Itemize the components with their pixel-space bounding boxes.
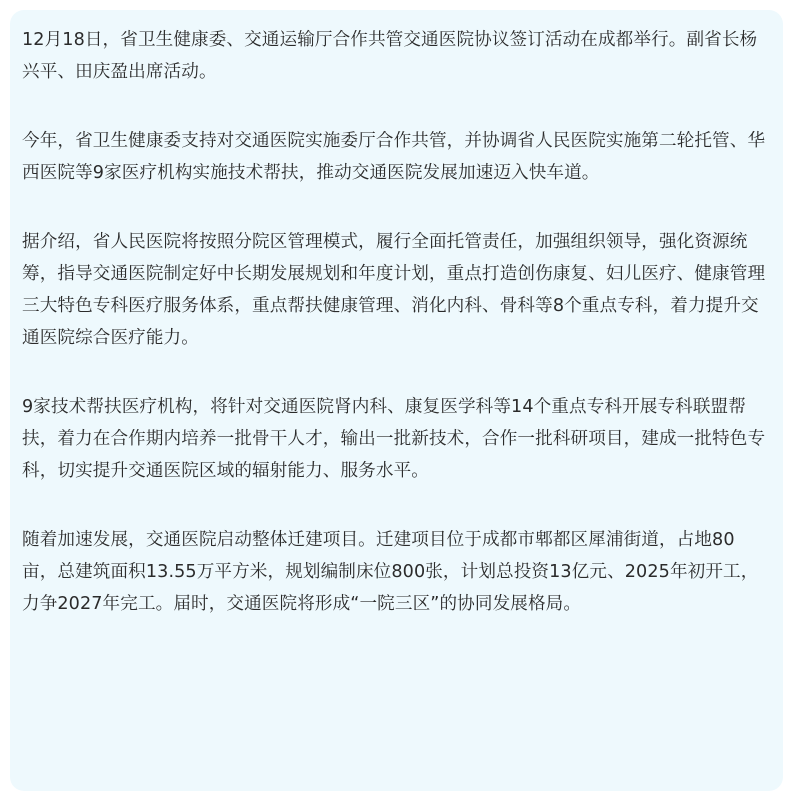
article-card — [10, 10, 783, 791]
paragraph-technical-assistance: 9家技术帮扶医疗机构，将针对交通医院肾内科、康复医学科等14个重点专科开展专科联盟帮扶，着力在合作期内培养一批骨干人才，输出一批新技术，合作一批科研项目，建成一批特色专科，切实提升交通医院区域的辐射能力、服务水平。 — [22, 397, 766, 481]
paragraph-relocation-project: 随着加速发展，交通医院启动整体迁建项目。迁建项目位于成都市郫都区犀浦街道，占地80亩，总建筑面积13.55万平方米，规划编制床位800张，计划总投资13亿元、2025年初开工，力争2027年完工。届时，交通医院将形成“一院三区”的协同发展格局。 — [22, 530, 759, 614]
paragraph-cooperation-support: 今年，省卫生健康委支持对交通医院实施委厅合作共管，并协调省人民医院实施第二轮托管、华西医院等9家医疗机构实施技术帮扶，推动交通医院发展加速迈入快车道。 — [22, 131, 766, 183]
paragraph-trusteeship-plan: 据介绍，省人民医院将按照分院区管理模式，履行全面托管责任，加强组织领导，强化资源统筹，指导交通医院制定好中长期发展规划和年度计划，重点打造创伤康复、妇儿医疗、健康管理三大特色专科医疗服务体系，重点帮扶健康管理、消化内科、骨科等8个重点专科，着力提升交通医院综合医疗能力。 — [22, 232, 766, 348]
paragraph-signing-event: 12月18日，省卫生健康委、交通运输厅合作共管交通医院协议签订活动在成都举行。副省长杨兴平、田庆盈出席活动。 — [22, 30, 758, 82]
